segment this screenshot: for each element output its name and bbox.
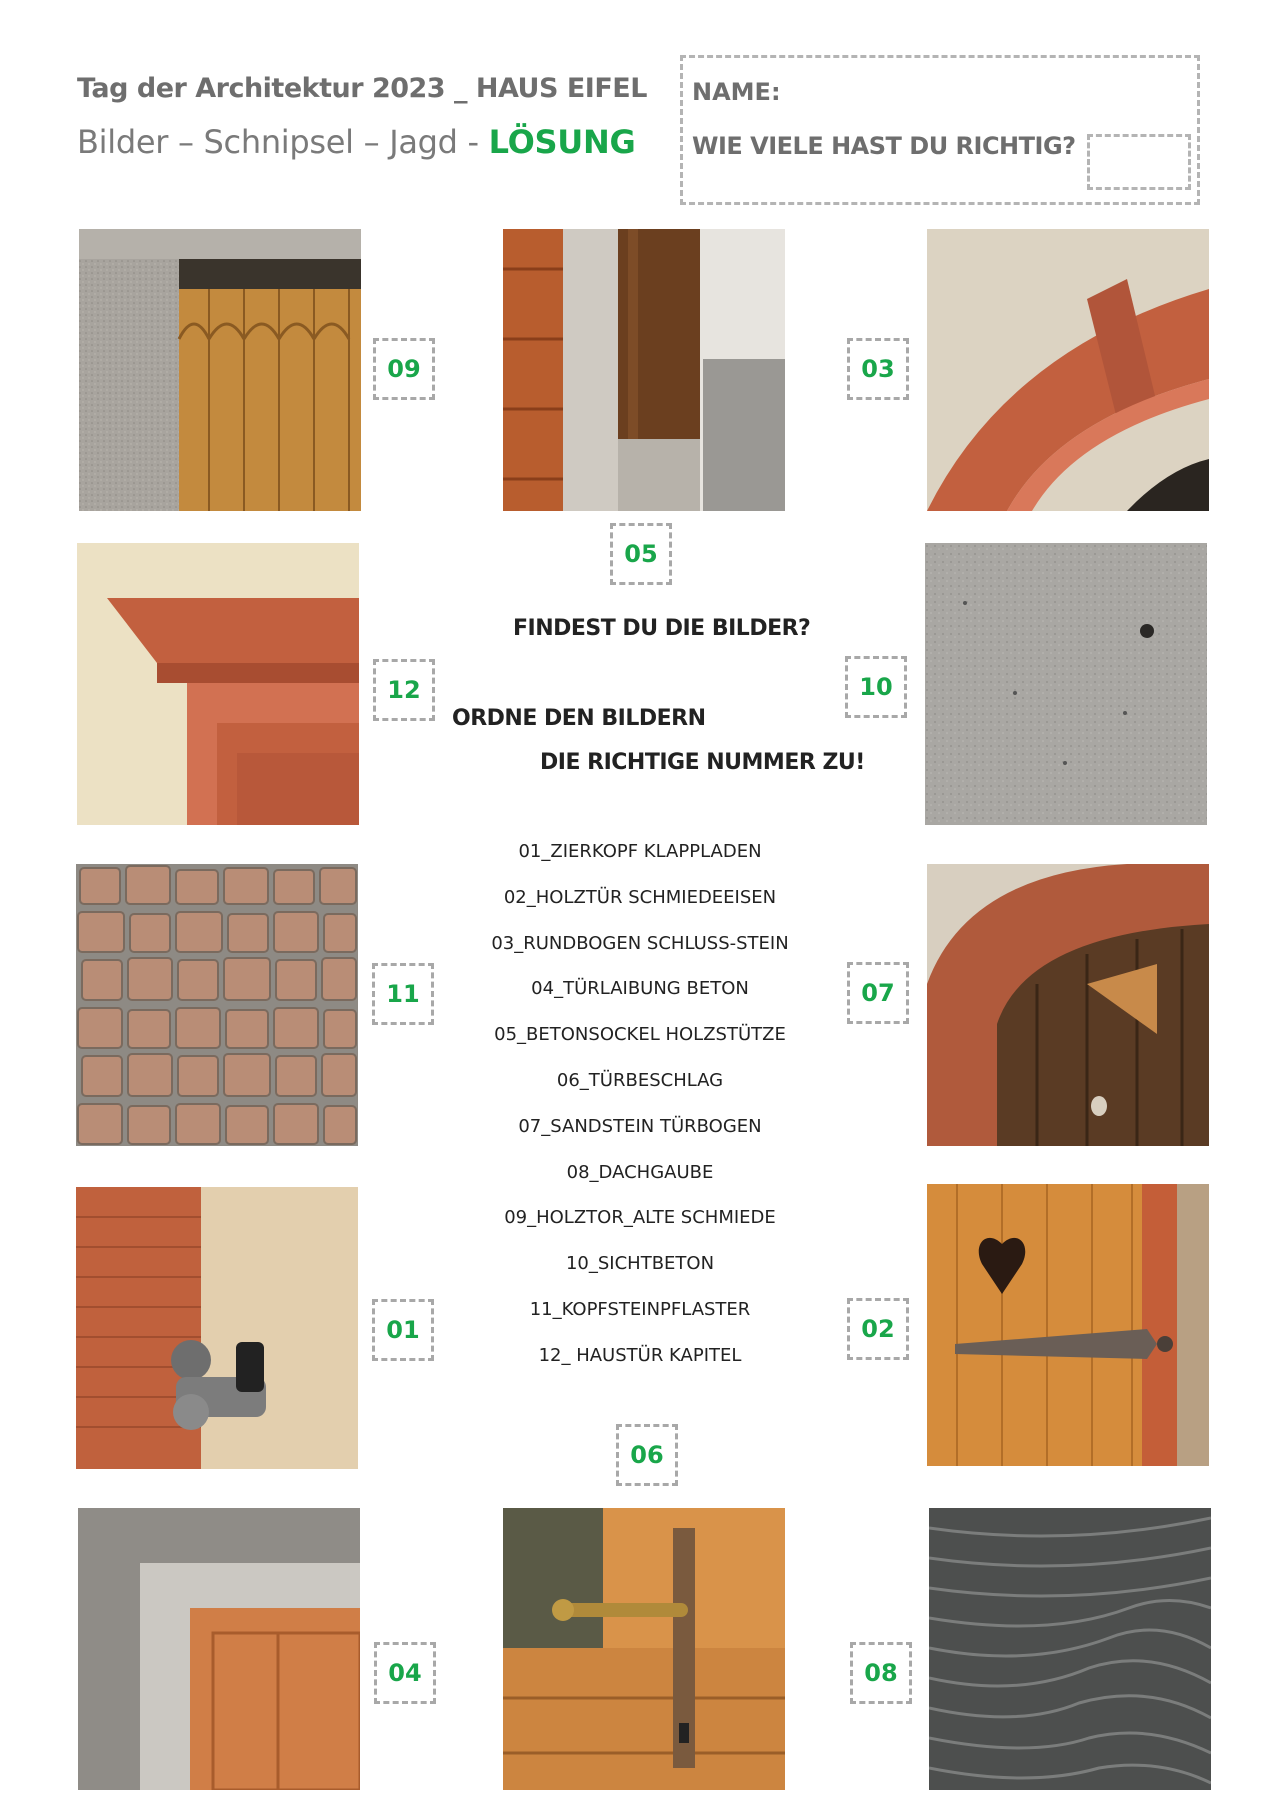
number-badge[interactable]: 05 bbox=[610, 523, 672, 585]
list-item: 02_HOLZTÜR SCHMIEDEEISEN bbox=[503, 886, 777, 908]
number-badge[interactable]: 02 bbox=[847, 1298, 909, 1360]
solution-label: LÖSUNG bbox=[488, 123, 636, 161]
list-item: 10_SICHTBETON bbox=[565, 1253, 715, 1275]
list-item: 11_KOPFSTEINPFLASTER bbox=[529, 1298, 751, 1320]
score-label: WIE VIELE HAST DU RICHTIG? bbox=[692, 132, 1076, 160]
photo-shutter-head bbox=[76, 1187, 358, 1469]
number-badge[interactable]: 07 bbox=[847, 962, 909, 1024]
list-item: 05_BETONSOCKEL HOLZSTÜTZE bbox=[494, 1024, 786, 1046]
score-box[interactable] bbox=[1087, 134, 1191, 190]
list-item: 09_HOLZTOR_ALTE SCHMIEDE bbox=[504, 1207, 776, 1229]
list-item: 06_TÜRBESCHLAG bbox=[556, 1069, 724, 1091]
photo-slate-dormer bbox=[929, 1508, 1211, 1790]
number-badge[interactable]: 11 bbox=[372, 963, 434, 1025]
instruction-line-1: ORDNE DEN BILDERN bbox=[452, 706, 706, 731]
number-badge[interactable]: 06 bbox=[616, 1424, 678, 1486]
photo-wooden-gate bbox=[79, 229, 361, 511]
subtitle-prefix: Bilder – Schnipsel – Jagd - bbox=[77, 123, 489, 161]
photo-cobblestone bbox=[76, 864, 358, 1146]
number-badge[interactable]: 01 bbox=[372, 1299, 434, 1361]
question-heading: FINDEST DU DIE BILDER? bbox=[513, 616, 811, 641]
list-item: 07_SANDSTEIN TÜRBOGEN bbox=[518, 1115, 762, 1137]
list-item: 01_ZIERKOPF KLAPPLADEN bbox=[518, 841, 762, 862]
number-badge[interactable]: 08 bbox=[850, 1642, 912, 1704]
list-item: 04_TÜRLAIBUNG BETON bbox=[531, 978, 749, 1000]
number-badge[interactable]: 04 bbox=[374, 1642, 436, 1704]
photo-concrete-door-frame bbox=[78, 1508, 360, 1790]
page-subtitle bbox=[77, 123, 635, 161]
photo-sandstone-arch bbox=[927, 229, 1209, 511]
name-label: NAME: bbox=[692, 78, 781, 106]
photo-sandstone-doorway bbox=[927, 864, 1209, 1146]
list-item: 12_ HAUSTÜR KAPITEL bbox=[538, 1344, 742, 1366]
photo-timber-post bbox=[503, 229, 785, 511]
number-badge[interactable]: 12 bbox=[373, 659, 435, 721]
number-badge[interactable]: 09 bbox=[373, 338, 435, 400]
page-title: Tag der Architektur 2023 _ HAUS EIFEL bbox=[77, 73, 647, 104]
photo-door-handle bbox=[503, 1508, 785, 1790]
photo-exposed-concrete bbox=[925, 543, 1207, 825]
photo-heart-door bbox=[927, 1184, 1209, 1466]
instruction-line-2: DIE RICHTIGE NUMMER ZU! bbox=[540, 750, 865, 775]
number-badge[interactable]: 03 bbox=[847, 338, 909, 400]
list-item: 03_RUNDBOGEN SCHLUSS-STEIN bbox=[491, 932, 789, 954]
answer-list bbox=[470, 838, 810, 1388]
number-badge[interactable]: 10 bbox=[845, 656, 907, 718]
list-item: 08_DACHGAUBE bbox=[566, 1161, 714, 1183]
photo-door-capital bbox=[77, 543, 359, 825]
